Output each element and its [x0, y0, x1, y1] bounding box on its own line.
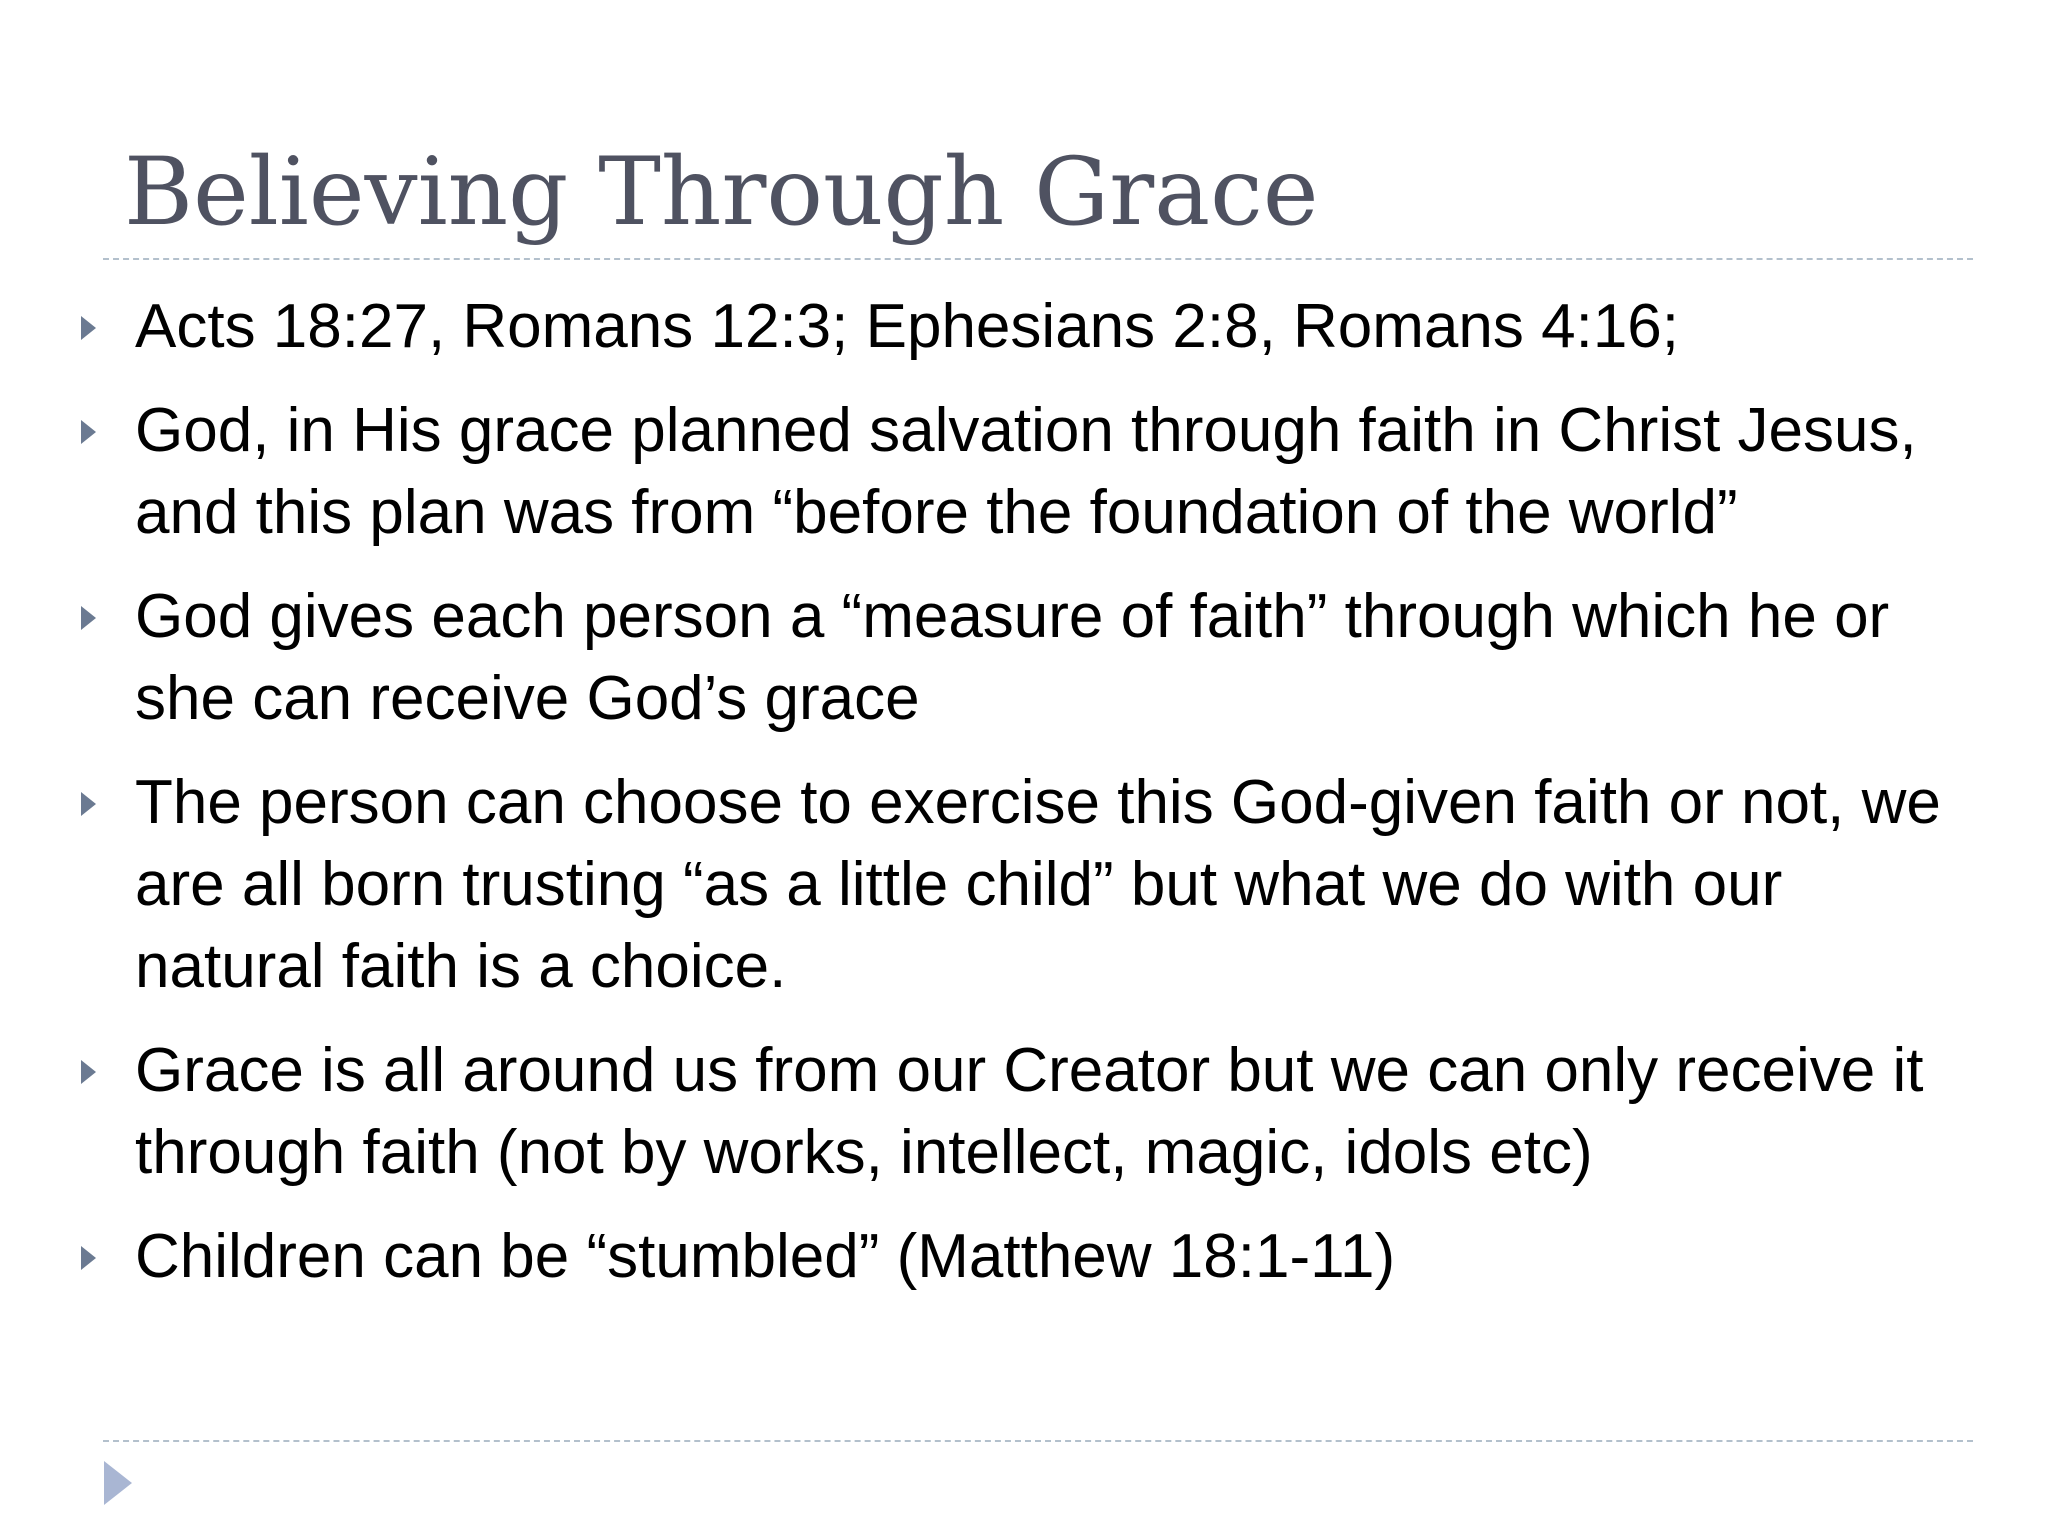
bullet-item	[0, 286, 2048, 368]
bullet-item	[0, 1216, 2048, 1298]
bullet-item	[0, 576, 2048, 740]
bullet-item	[0, 762, 2048, 1008]
bullet-item	[0, 1030, 2048, 1194]
bullet-text: God, in His grace planned salvation through faith in Christ Jesus, and this plan was from “before the foundation of the world”	[135, 396, 1917, 547]
bullet-text: God gives each person a “measure of faith” through which he or she can receive God’s grace	[135, 582, 1890, 733]
bullet-text: Acts 18:27, Romans 12:3; Ephesians 2:8, Romans 4:16;	[135, 292, 1680, 361]
footer-divider	[103, 1440, 1973, 1442]
bullet-list	[0, 286, 2048, 1320]
triangle-bullet-icon	[81, 1060, 96, 1084]
triangle-bullet-icon	[81, 792, 96, 816]
bullet-item	[0, 390, 2048, 554]
slide-title: Believing Through Grace	[124, 138, 1319, 247]
bullet-text: The person can choose to exercise this God-given faith or not, we are all born trusting “as a little child” but what we do with our natural faith is a choice.	[135, 768, 1941, 1001]
title-divider	[103, 258, 1973, 260]
bullet-text: Grace is all around us from our Creator but we can only receive it through faith (not by works, intellect, magic, idols etc)	[135, 1036, 1924, 1187]
triangle-arrow-icon	[104, 1461, 132, 1505]
triangle-bullet-icon	[81, 420, 96, 444]
triangle-bullet-icon	[81, 1246, 96, 1270]
bullet-text: Children can be “stumbled” (Matthew 18:1-11)	[135, 1222, 1396, 1291]
triangle-bullet-icon	[81, 606, 96, 630]
triangle-bullet-icon	[81, 316, 96, 340]
